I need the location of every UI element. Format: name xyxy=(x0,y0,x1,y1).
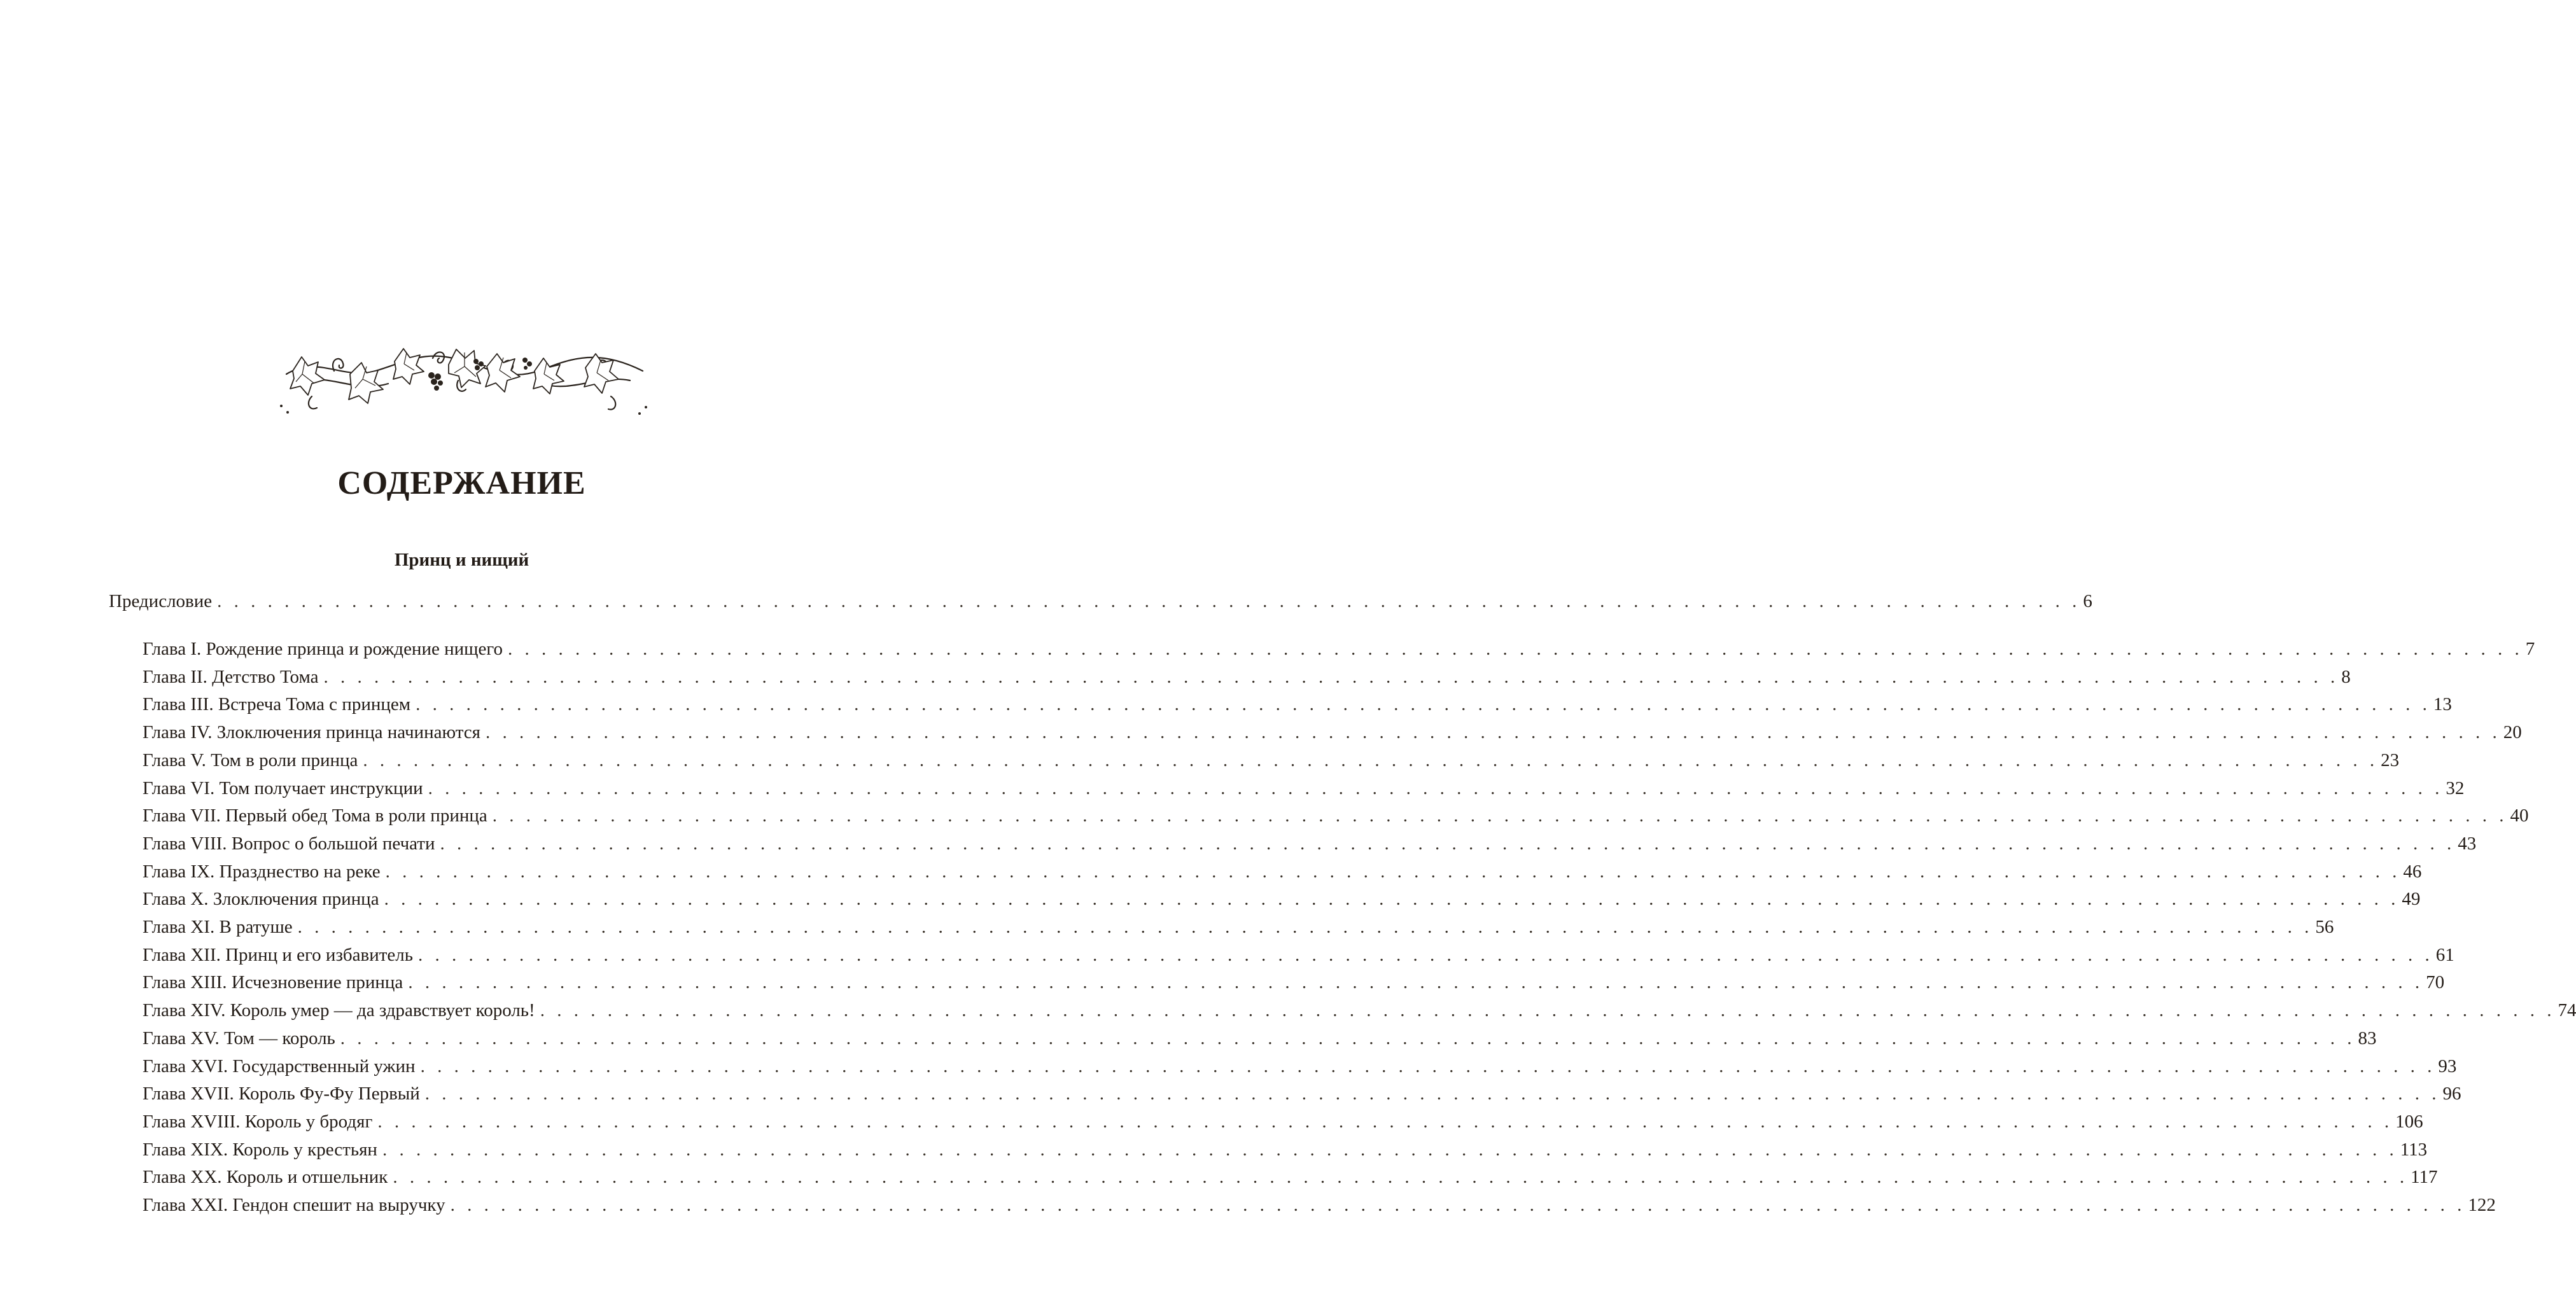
toc-entry-label: Глава XVI. Государственный ужин xyxy=(143,1056,416,1077)
dot-leader: . . . . . . . . . . . . . . . . . . . . . . . . . . . . . . . . . . . . . . . . . . . . . . . . . . . . . . . . . . . . . . . . . . . . . . . . . . . . . . . . . . . . . . . . . . . . . . . . . . . . . . . . . . . . . . . . . . . . . . . . xyxy=(385,861,2401,882)
toc-entry-chapter[interactable] xyxy=(143,803,2529,828)
dot-leader: . . . . . . . . . . . . . . . . . . . . . . . . . . . . . . . . . . . . . . . . . . . . . . . . . . . . . . . . . . . . . . . . . . . . . . . . . . . . . . . . . . . . . . . . . . . . . . . . . . . . . . . . . . . . . . . . . . . . . . . . xyxy=(508,639,2523,659)
toc-entry-label: Глава VI. Том получает инструкции xyxy=(143,777,423,798)
dot-leader: . . . . . . . . . . . . . . . . . . . . . . . . . . . . . . . . . . . . . . . . . . . . . . . . . . . . . . . . . . . . . . . . . . . . . . . . . . . . . . . . . . . . . . . . . . . . . . . . . . . . . . . . . . . . . . . . . . . . . . . . xyxy=(440,833,2456,854)
toc-entry-chapter[interactable] xyxy=(143,831,2477,856)
toc-entry-chapter[interactable] xyxy=(143,1054,2457,1079)
toc-entry-label: Глава IV. Злоключения принца начинаются xyxy=(143,722,480,743)
toc-entry-page: 32 xyxy=(2446,777,2465,798)
dot-leader: . . . . . . . . . . . . . . . . . . . . . . . . . . . . . . . . . . . . . . . . . . . . . . . . . . . . . . . . . . . . . . . . . . . . . . . . . . . . . . . . . . . . . . . . . . . . . . . . . . . . . . . . . . . . . . . . . . . . . . . . xyxy=(377,1111,2393,1132)
toc-entry-page: 93 xyxy=(2438,1056,2457,1077)
toc-entry-chapter[interactable] xyxy=(143,748,2400,773)
dot-leader: . . . . . . . . . . . . . . . . . . . . . . . . . . . . . . . . . . . . . . . . . . . . . . . . . . . . . . . . . . . . . . . . . . . . . . . . . . . . . . . . . . . . . . . . . . . . . . . . . . . . . . . . . . . . . . . xyxy=(217,591,2081,611)
toc-entry-page: 23 xyxy=(2381,749,2400,770)
toc-entry-chapter[interactable] xyxy=(143,776,2465,801)
dot-leader: . . . . . . . . . . . . . . . . . . . . . . . . . . . . . . . . . . . . . . . . . . . . . . . . . . . . . . . . . . . . . . . . . . . . . . . . . . . . . . . . . . . . . . . . . . . . . . . . . . . . . . . . . . . . . . . . . . . . . . . . xyxy=(492,805,2508,826)
toc-entry-label: Глава XIV. Король умер — да здравствует король! xyxy=(143,1000,535,1021)
toc-entry-chapter[interactable] xyxy=(143,1164,2438,1190)
toc-entry-chapter[interactable] xyxy=(143,942,2454,968)
toc-entry-preface[interactable] xyxy=(109,589,2092,614)
toc-entry-label: Глава III. Встреча Тома с принцем xyxy=(143,694,411,715)
dot-leader: . . . . . . . . . . . . . . . . . . . . . . . . . . . . . . . . . . . . . . . . . . . . . . . . . . . . . . . . . . . . . . . . . . . . . . . . . . . . . . . . . . . . . . . . . . . . . . . . . . . . . . . . . . . . . . . . . . . . . . . . xyxy=(384,889,2400,910)
toc-entry-chapter[interactable] xyxy=(143,1137,2428,1162)
dot-leader: . . . . . . . . . . . . . . . . . . . . . . . . . . . . . . . . . . . . . . . . . . . . . . . . . . . . . . . . . . . . . . . . . . . . . . . . . . . . . . . . . . . . . . . . . . . . . . . . . . . . . . . . . . . . . . . . . . . . . . . . xyxy=(382,1139,2398,1160)
dot-leader: . . . . . . . . . . . . . . . . . . . . . . . . . . . . . . . . . . . . . . . . . . . . . . . . . . . . . . . . . . . . . . . . . . . . . . . . . . . . . . . . . . . . . . . . . . . . . . . . . . . . . . . . . . . . . . . . . . . . . . . . xyxy=(424,1084,2440,1104)
dot-leader: . . . . . . . . . . . . . . . . . . . . . . . . . . . . . . . . . . . . . . . . . . . . . . . . . . . . . . . . . . . . . . . . . . . . . . . . . . . . . . . . . . . . . . . . . . . . . . . . . . . . . . . . . . . . . . . . . . . . . . . . xyxy=(323,666,2339,687)
dot-leader: . . . . . . . . . . . . . . . . . . . . . . . . . . . . . . . . . . . . . . . . . . . . . . . . . . . . . . . . . . . . . . . . . . . . . . . . . . . . . . . . . . . . . . . . . . . . . . . . . . . . . . . . . . . . . . . . . . . . . . . . xyxy=(363,749,2379,770)
dot-leader: . . . . . . . . . . . . . . . . . . . . . . . . . . . . . . . . . . . . . . . . . . . . . . . . . . . . . . . . . . . . . . . . . . . . . . . . . . . . . . . . . . . . . . . . . . . . . . . . . . . . . . . . . . . . . . . . . . . . . . . . xyxy=(486,722,2501,743)
toc-entry-chapter[interactable] xyxy=(143,1109,2423,1134)
toc-entry-chapter[interactable] xyxy=(143,1081,2461,1106)
section-subtitle: Принц и нищий xyxy=(394,550,529,570)
toc-entry-label: Глава XVII. Король Фу-Фу Первый xyxy=(143,1084,420,1104)
grapevine-ornament-icon xyxy=(274,336,655,425)
toc-entry-chapter[interactable] xyxy=(143,998,2576,1023)
toc-entry-page: 122 xyxy=(2468,1195,2496,1215)
toc-entry-label: Глава XX. Король и отшельник xyxy=(143,1167,388,1188)
toc-entry-page: 106 xyxy=(2395,1111,2423,1132)
toc-entry-page: 74 xyxy=(2558,1000,2576,1021)
dot-leader: . . . . . . . . . . . . . . . . . . . . . . . . . . . . . . . . . . . . . . . . . . . . . . . . . . . . . . . . . . . . . . . . . . . . . . . . . . . . . . . . . . . . . . . . . . . . . . . . . . . . . . . . . . . . . . . . . . . . . . . . xyxy=(408,972,2424,993)
dot-leader: . . . . . . . . . . . . . . . . . . . . . . . . . . . . . . . . . . . . . . . . . . . . . . . . . . . . . . . . . . . . . . . . . . . . . . . . . . . . . . . . . . . . . . . . . . . . . . . . . . . . . . . . . . . . . . . . . . . . . . . . xyxy=(340,1028,2356,1049)
toc-entry-page: 96 xyxy=(2442,1084,2461,1104)
toc-entry-page: 113 xyxy=(2400,1139,2428,1160)
dot-leader: . . . . . . . . . . . . . . . . . . . . . . . . . . . . . . . . . . . . . . . . . . . . . . . . . . . . . . . . . . . . . . . . . . . . . . . . . . . . . . . . . . . . . . . . . . . . . . . . . . . . . . . . . . . . . . . . . . . . . . . . xyxy=(297,917,2313,937)
dot-leader: . . . . . . . . . . . . . . . . . . . . . . . . . . . . . . . . . . . . . . . . . . . . . . . . . . . . . . . . . . . . . . . . . . . . . . . . . . . . . . . . . . . . . . . . . . . . . . . . . . . . . . . . . . . . . . . . . . . . . . . . xyxy=(416,694,2431,715)
toc-entry-page: 56 xyxy=(2315,917,2334,937)
toc-entry-chapter[interactable] xyxy=(143,886,2421,912)
toc-entry-page: 61 xyxy=(2435,944,2454,965)
dot-leader: . . . . . . . . . . . . . . . . . . . . . . . . . . . . . . . . . . . . . . . . . . . . . . . . . . . . . . . . . . . . . . . . . . . . . . . . . . . . . . . . . . . . . . . . . . . . . . . . . . . . . . . . . . . . . . . . . . . . . . . . xyxy=(393,1167,2409,1188)
toc-entry-label: Глава XVIII. Король у бродяг xyxy=(143,1111,373,1132)
toc-entry-page: 40 xyxy=(2510,805,2529,826)
dot-leader: . . . . . . . . . . . . . . . . . . . . . . . . . . . . . . . . . . . . . . . . . . . . . . . . . . . . . . . . . . . . . . . . . . . . . . . . . . . . . . . . . . . . . . . . . . . . . . . . . . . . . . . . . . . . . . . . . . . . . . . . xyxy=(450,1195,2466,1215)
toc-entry-label: Глава XII. Принц и его избавитель xyxy=(143,944,413,965)
toc-entry-label: Глава XIX. Король у крестьян xyxy=(143,1139,377,1160)
toc-entry-page: 43 xyxy=(2458,833,2477,854)
toc-entry-label: Глава II. Детство Тома xyxy=(143,666,319,687)
toc-entry-page: 117 xyxy=(2411,1167,2438,1188)
toc-entry-page: 49 xyxy=(2402,889,2421,910)
toc-entry-label: Глава XV. Том — король xyxy=(143,1028,335,1049)
toc-entry-chapter[interactable] xyxy=(143,664,2351,690)
toc-entry-page: 7 xyxy=(2525,639,2535,659)
toc-entry-label: Глава VII. Первый обед Тома в роли принца xyxy=(143,805,487,826)
dot-leader: . . . . . . . . . . . . . . . . . . . . . . . . . . . . . . . . . . . . . . . . . . . . . . . . . . . . . . . . . . . . . . . . . . . . . . . . . . . . . . . . . . . . . . . . . . . . . . . . . . . . . . . . . . . . . . . . . . . . . . . . xyxy=(420,1056,2436,1077)
toc-entry-chapter[interactable] xyxy=(143,692,2452,717)
toc-entry-label: Глава IX. Празднество на реке xyxy=(143,861,381,882)
dot-leader: . . . . . . . . . . . . . . . . . . . . . . . . . . . . . . . . . . . . . . . . . . . . . . . . . . . . . . . . . . . . . . . . . . . . . . . . . . . . . . . . . . . . . . . . . . . . . . . . . . . . . . . . . . . . . . . . . . . . . . . . xyxy=(540,1000,2556,1021)
toc-entry-page: 20 xyxy=(2503,722,2522,743)
dot-leader: . . . . . . . . . . . . . . . . . . . . . . . . . . . . . . . . . . . . . . . . . . . . . . . . . . . . . . . . . . . . . . . . . . . . . . . . . . . . . . . . . . . . . . . . . . . . . . . . . . . . . . . . . . . . . . . . . . . . . . . . xyxy=(418,944,2433,965)
toc-entry-page: 83 xyxy=(2358,1028,2377,1049)
toc-entry-label: Глава X. Злоключения принца xyxy=(143,889,379,910)
toc-entry-page: 70 xyxy=(2426,972,2445,993)
toc-entry-page: 46 xyxy=(2403,861,2422,882)
toc-entry-chapter[interactable] xyxy=(143,720,2522,745)
toc-entry-chapter[interactable] xyxy=(143,914,2334,940)
toc-entry-chapter[interactable] xyxy=(143,1192,2496,1218)
toc-entry-page: 13 xyxy=(2433,694,2452,715)
toc-entry-label: Глава V. Том в роли принца xyxy=(143,749,358,770)
toc-entry-label: Глава VIII. Вопрос о большой печати xyxy=(143,833,435,854)
toc-entry-chapter[interactable] xyxy=(143,636,2535,662)
page-title: СОДЕРЖАНИЕ xyxy=(337,465,586,501)
toc-entry-label: Глава XIII. Исчезновение принца xyxy=(143,972,403,993)
toc-entry-page: 8 xyxy=(2341,666,2351,687)
toc-entry-page: 6 xyxy=(2083,591,2092,611)
toc-entry-label: Глава I. Рождение принца и рождение нищего xyxy=(143,639,503,659)
toc-entry-label: Глава XI. В ратуше xyxy=(143,917,293,937)
toc-entry-chapter[interactable] xyxy=(143,859,2422,884)
toc-entry-label: Предисловие xyxy=(109,591,213,611)
toc-entry-chapter[interactable] xyxy=(143,970,2445,995)
dot-leader: . . . . . . . . . . . . . . . . . . . . . . . . . . . . . . . . . . . . . . . . . . . . . . . . . . . . . . . . . . . . . . . . . . . . . . . . . . . . . . . . . . . . . . . . . . . . . . . . . . . . . . . . . . . . . . . . . . . . . . . . xyxy=(428,777,2444,798)
toc-entry-label: Глава XXI. Гендон спешит на выручку xyxy=(143,1195,445,1215)
toc-entry-chapter[interactable] xyxy=(143,1026,2377,1051)
